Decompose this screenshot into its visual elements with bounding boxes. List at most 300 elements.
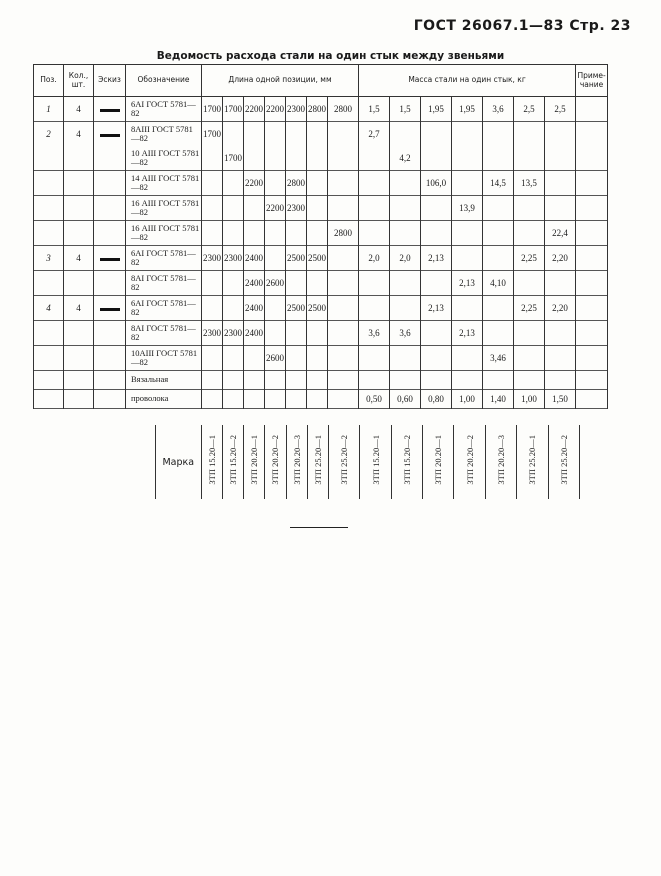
steel-consumption-table [33,64,608,409]
cell-pos: 2 [34,122,64,147]
cell-designation: 8АI ГОСТ 5781—82 [126,321,202,346]
cell-length: 2300 [223,321,244,346]
mark-cell [360,425,391,499]
cell-mass: 2,25 [514,246,545,271]
cell-designation: 6АI ГОСТ 5781—82 [126,246,202,271]
cell-mass [390,171,421,196]
cell-empty [576,371,608,390]
cell-length [244,221,265,246]
cell-length [286,221,307,246]
cell-mass [359,196,390,221]
cell-empty [390,371,421,390]
cell-sketch [94,146,126,171]
wire-mass: 1,40 [483,390,514,409]
wire-mass: 1,00 [452,390,483,409]
cell-qty [64,321,94,346]
cell-note [576,171,608,196]
marka-label: Марка [156,425,202,499]
cell-mass: 1,95 [452,97,483,122]
cell-empty [514,371,545,390]
cell-mass: 2,13 [452,321,483,346]
mark-label: 3ТП 25.20—2 [558,434,569,485]
cell-mass [545,196,576,221]
cell-sketch [94,271,126,296]
mark-label: 3ТП 20.20—3 [291,434,302,485]
cell-mass [514,196,545,221]
cell-length [328,271,359,296]
cell-mass [545,346,576,371]
cell-mass: 1,5 [359,97,390,122]
marks-table [155,425,580,499]
cell-note [576,296,608,321]
cell-mass: 13,9 [452,196,483,221]
cell-designation: 6АI ГОСТ 5781—82 [126,97,202,122]
cell-mass [514,122,545,147]
mark-label: 3ТП 20.20—2 [270,434,281,485]
cell-length [286,122,307,147]
cell-mass [483,296,514,321]
cell-length [223,346,244,371]
cell-mass [390,196,421,221]
cell-mass [514,346,545,371]
cell-empty [34,371,64,390]
cell-mass: 4,10 [483,271,514,296]
cell-empty [359,371,390,390]
cell-note [576,390,608,409]
cell-length [202,271,223,296]
cell-length [244,146,265,171]
cell-length: 2800 [328,221,359,246]
cell-length: 2400 [244,271,265,296]
header-mass: Масса стали на один стык, кг [359,65,576,97]
cell-qty: 4 [64,246,94,271]
cell-mass: 13,5 [514,171,545,196]
cell-empty [34,390,64,409]
cell-mass [390,346,421,371]
cell-note [576,146,608,171]
mark-label: 3ТП 15.20—2 [401,434,412,485]
cell-length [202,171,223,196]
table-row [34,346,608,371]
cell-mass [545,271,576,296]
cell-mass [359,296,390,321]
cell-length [307,122,328,147]
cell-sketch [94,321,126,346]
cell-pos [34,171,64,196]
mark-label: 3ТП 20.20—1 [249,434,260,485]
cell-mass [545,146,576,171]
cell-pos [34,146,64,171]
header-sketch: Эскиз [94,65,126,97]
cell-pos [34,346,64,371]
cell-qty: 4 [64,122,94,147]
cell-length [265,246,286,271]
cell-mass: 2,13 [421,246,452,271]
cell-mass [545,171,576,196]
cell-sketch [94,246,126,271]
cell-note [576,321,608,346]
cell-mass [514,321,545,346]
cell-length: 2400 [244,246,265,271]
cell-mass [483,221,514,246]
cell-empty [421,371,452,390]
cell-mass [483,321,514,346]
cell-mass [483,246,514,271]
cell-length [223,122,244,147]
cell-designation: 16 АIII ГОСТ 5781—82 [126,221,202,246]
cell-length: 2300 [202,321,223,346]
cell-length [328,196,359,221]
cell-length: 2200 [265,196,286,221]
table-row [34,296,608,321]
mark-cell [485,425,516,499]
cell-length: 2500 [286,246,307,271]
cell-mass: 2,20 [545,246,576,271]
cell-length [223,221,244,246]
wire-label: Вязальная [126,371,202,390]
cell-length [307,196,328,221]
mark-cell [265,425,286,499]
cell-mass [421,122,452,147]
cell-mass [359,271,390,296]
cell-note [576,196,608,221]
cell-mass: 2,5 [545,97,576,122]
cell-length: 2800 [286,171,307,196]
cell-length [202,196,223,221]
cell-mass [421,146,452,171]
cell-mass [452,146,483,171]
table-row [34,221,608,246]
cell-length [265,146,286,171]
cell-designation: 10АIII ГОСТ 5781—82 [126,346,202,371]
cell-pos: 3 [34,246,64,271]
mark-label: 3ТП 20.20—3 [496,434,506,485]
cell-designation: 8АIII ГОСТ 5781—82 [126,122,202,147]
mark-label: 3ТП 25.20—1 [312,434,323,485]
cell-length [223,196,244,221]
cell-mass: 2,13 [421,296,452,321]
mark-cell [286,425,307,499]
wire-mass: 0,80 [421,390,452,409]
document-header: ГОСТ 26067.1—83 Стр. 23 [413,18,631,34]
mark-label: 3ТП 15.20—1 [206,434,217,485]
mark-label: 3ТП 25.20—2 [339,434,350,485]
cell-length: 2600 [265,346,286,371]
cell-length: 2800 [307,97,328,122]
table-row-wire-1 [34,371,608,390]
cell-mass [359,171,390,196]
cell-length: 2200 [244,171,265,196]
cell-qty [64,171,94,196]
table-row [34,246,608,271]
cell-length: 2300 [202,246,223,271]
cell-mass: 1,5 [390,97,421,122]
cell-length [223,296,244,321]
table-row [34,146,608,171]
cell-length: 2300 [286,196,307,221]
table-body [34,97,608,409]
cell-mass [545,122,576,147]
cell-designation: 8АI ГОСТ 5781—82 [126,271,202,296]
cell-length [307,221,328,246]
cell-length: 2500 [307,296,328,321]
cell-mass [421,196,452,221]
cell-length [202,221,223,246]
cell-mass: 2,0 [359,246,390,271]
cell-mass: 4,2 [390,146,421,171]
cell-note [576,122,608,147]
cell-length: 2300 [223,246,244,271]
wire-mass: 1,50 [545,390,576,409]
cell-note [576,346,608,371]
wire-mass: 0,60 [390,390,421,409]
cell-empty [545,371,576,390]
cell-mass: 14,5 [483,171,514,196]
mark-cell [244,425,265,499]
mark-cell [329,425,360,499]
mark-cell [548,425,579,499]
wire-mass: 1,00 [514,390,545,409]
cell-designation: 14 АIII ГОСТ 5781—82 [126,171,202,196]
cell-length: 1700 [202,97,223,122]
cell-length: 2200 [244,97,265,122]
cell-mass: 3,46 [483,346,514,371]
cell-length [286,271,307,296]
cell-mass: 22,4 [545,221,576,246]
cell-mass [390,221,421,246]
cell-length [202,296,223,321]
cell-empty [94,371,126,390]
mark-label: 3ТП 20.20—2 [464,434,475,485]
cell-sketch [94,346,126,371]
cell-length: 2300 [286,97,307,122]
cell-length: 2200 [265,97,286,122]
table-title: Ведомость расхода стали на один стык между звеньями [156,50,505,62]
cell-length: 2600 [265,271,286,296]
cell-mass: 2,7 [359,122,390,147]
cell-mass [452,246,483,271]
cell-mass [483,122,514,147]
cell-empty [244,390,265,409]
mark-cell [201,425,222,499]
cell-length [307,146,328,171]
mark-cell [454,425,485,499]
cell-pos: 1 [34,97,64,122]
mark-label: 3ТП 15.20—1 [370,434,381,485]
cell-mass [452,122,483,147]
cell-length [286,146,307,171]
cell-mass [421,271,452,296]
cell-pos: 4 [34,296,64,321]
header-length: Длина одной позиции, мм [202,65,359,97]
end-rule [290,527,348,528]
cell-mass [359,346,390,371]
cell-mass [514,146,545,171]
cell-length: 2400 [244,321,265,346]
cell-length [244,196,265,221]
cell-sketch [94,97,126,122]
cell-empty [94,390,126,409]
cell-length: 2500 [307,246,328,271]
header-qty: Кол., шт. [64,65,94,97]
cell-note [576,221,608,246]
cell-length [328,122,359,147]
cell-mass: 3,6 [359,321,390,346]
cell-mass [452,346,483,371]
table-row [34,271,608,296]
cell-empty [328,371,359,390]
cell-length: 2400 [244,296,265,321]
cell-designation: 16 АIII ГОСТ 5781—82 [126,196,202,221]
cell-mass [359,146,390,171]
cell-sketch [94,122,126,147]
wire-label: проволока [126,390,202,409]
mark-label: 3ТП 15.20—2 [227,434,238,485]
table-row [34,122,608,147]
mark-label: 3ТП 25.20—1 [527,434,538,485]
cell-length [202,346,223,371]
cell-sketch [94,196,126,221]
table-row [34,196,608,221]
cell-length [328,346,359,371]
cell-mass: 2,0 [390,246,421,271]
cell-empty [244,371,265,390]
mark-cell [517,425,548,499]
cell-qty [64,196,94,221]
cell-length [265,171,286,196]
table-row [34,321,608,346]
rebar-sketch-icon [100,258,120,261]
wire-mass: 0,50 [359,390,390,409]
cell-mass [421,221,452,246]
cell-qty: 4 [64,296,94,321]
cell-length [328,321,359,346]
cell-empty [202,371,223,390]
cell-length [286,346,307,371]
mark-cell [423,425,454,499]
cell-pos [34,221,64,246]
mark-cell [391,425,422,499]
cell-qty [64,271,94,296]
cell-mass [514,221,545,246]
cell-length [286,321,307,346]
cell-length [307,271,328,296]
table-row [34,171,608,196]
cell-mass [421,321,452,346]
cell-empty [286,390,307,409]
rebar-sketch-icon [100,134,120,137]
cell-mass: 3,6 [390,321,421,346]
cell-mass [452,221,483,246]
rebar-sketch-icon [100,308,120,311]
cell-length [328,146,359,171]
cell-length: 2500 [286,296,307,321]
cell-empty [307,390,328,409]
cell-length [307,171,328,196]
cell-empty [265,390,286,409]
cell-pos [34,321,64,346]
cell-length: 1700 [223,97,244,122]
cell-length [244,346,265,371]
cell-empty [483,371,514,390]
cell-qty [64,221,94,246]
cell-length [307,321,328,346]
cell-mass: 106,0 [421,171,452,196]
cell-length [265,122,286,147]
cell-length [223,271,244,296]
marks-row [156,425,580,499]
cell-empty [452,371,483,390]
cell-sketch [94,221,126,246]
table-row [34,97,608,122]
table-header-row [34,65,608,97]
mark-cell [307,425,328,499]
cell-mass: 2,13 [452,271,483,296]
cell-mass: 2,5 [514,97,545,122]
table-row-wire-2 [34,390,608,409]
cell-empty [286,371,307,390]
rebar-sketch-icon [100,109,120,112]
cell-mass: 2,25 [514,296,545,321]
cell-mass [390,296,421,321]
cell-mass [390,271,421,296]
cell-mass [359,221,390,246]
cell-note [576,97,608,122]
cell-empty [64,371,94,390]
cell-sketch [94,171,126,196]
cell-empty [202,390,223,409]
cell-mass [452,296,483,321]
cell-empty [265,371,286,390]
cell-length [265,221,286,246]
cell-qty [64,146,94,171]
cell-length [328,171,359,196]
cell-mass [514,271,545,296]
cell-note [576,246,608,271]
cell-mass [452,171,483,196]
header-note: Приме-чание [576,65,608,97]
cell-length [223,171,244,196]
cell-length [244,122,265,147]
cell-mass: 1,95 [421,97,452,122]
cell-qty [64,346,94,371]
cell-length [307,346,328,371]
cell-empty [328,390,359,409]
cell-empty [307,371,328,390]
cell-mass [483,196,514,221]
cell-length [328,296,359,321]
mark-cell [222,425,243,499]
header-pos: Поз. [34,65,64,97]
cell-length [265,321,286,346]
cell-pos [34,271,64,296]
cell-length [328,246,359,271]
cell-mass: 3,6 [483,97,514,122]
cell-length [202,146,223,171]
cell-length: 2800 [328,97,359,122]
cell-mass [390,122,421,147]
cell-length: 1700 [223,146,244,171]
cell-designation: 6АI ГОСТ 5781—82 [126,296,202,321]
cell-qty: 4 [64,97,94,122]
cell-length [265,296,286,321]
cell-designation: 10 АIII ГОСТ 5781—82 [126,146,202,171]
mark-label: 3ТП 20.20—1 [433,434,444,485]
header-designation: Обозначение [126,65,202,97]
cell-empty [223,390,244,409]
cell-mass [421,346,452,371]
cell-empty [223,371,244,390]
